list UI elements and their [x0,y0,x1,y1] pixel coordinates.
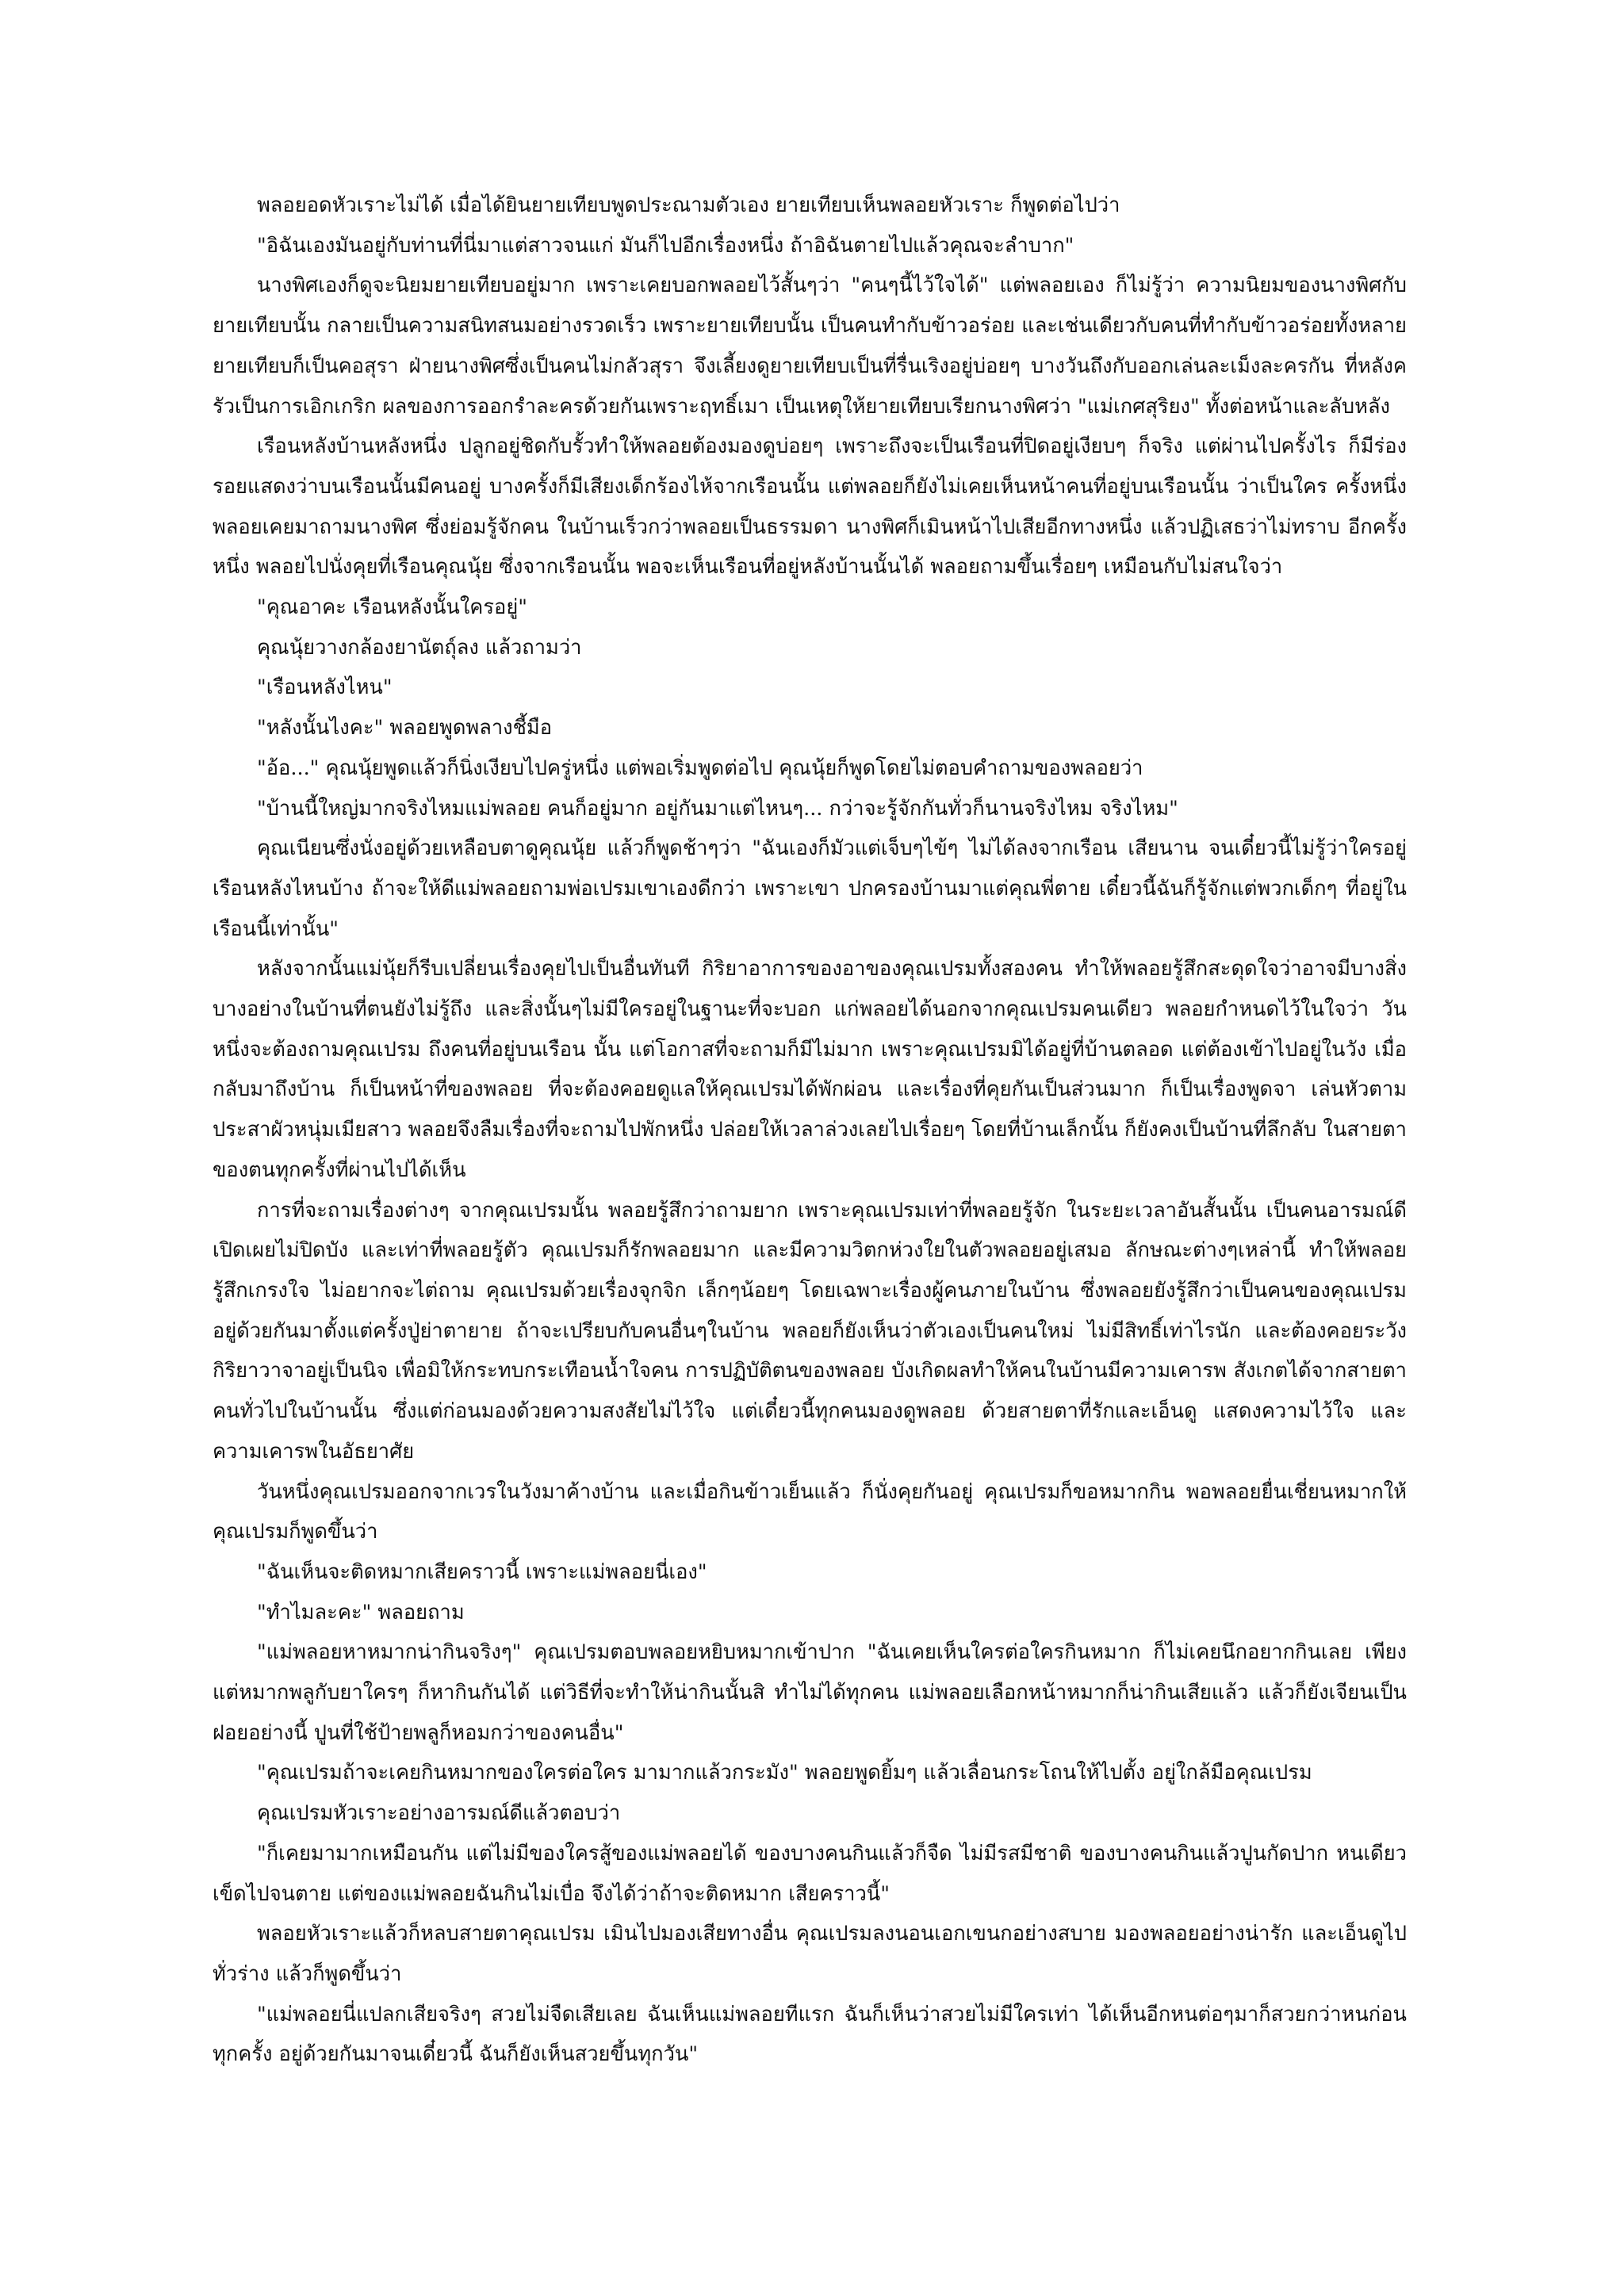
paragraph-2: "อิฉันเองมันอยู่กับท่านที่นี่มาแต่สาวจนแก่ มันก็ไปอีกเรื่องหนึ่ง ถ้าอิฉันตายไปแล้วคุณจะลำบาก" [257,233,1074,258]
paragraph-8: "หลังนั้นไงคะ" พลอยพูดพลางชี้มือ [257,716,553,740]
paragraph-5: "คุณอาคะ เรือนหลังนั้นใครอยู่" [257,595,528,620]
paragraph-18: "คุณเปรมถ้าจะเคยกินหมากของใครต่อใคร มามากแล้วกระมัง" พลอยพูดยิ้มๆ แล้วเลื่อนกระโถนให้ไปตั้ง อยู่ใกล้มือคุณเปรม [257,1761,1312,1785]
paragraph-19: คุณเปรมหัวเราะอย่างอารมณ์ดีแล้วตอบว่า [257,1801,621,1826]
paragraph-14: วันหนึ่งคุณเปรมออกจากเวรในวังมาค้างบ้าน และเมื่อกินข้าวเย็นแล้ว ก็นั่งคุยกันอยู่ คุณเปรมก็ขอหมากกิน พอพลอยยื่นเชี่ยนหมากให้ คุณเปรมก็พูดขึ้นว่า [213,1479,1407,1544]
paragraph-3: นางพิศเองก็ดูจะนิยมยายเทียบอยู่มาก เพราะเคยบอกพลอยไว้สั้นๆว่า "คนๆนี้ไว้ใจได้" แต่พลอยเอง ก็ไม่รู้ว่า ความนิยมของนางพิศกับยายเทียบนั้น กลายเป็นความสนิทสนมอย่างรวดเร็ว เพราะยายเทียบนั้น เป็นคนทำกับข้าวอร่อย และเช่นเดียวกับคนที่ทำกับข้าวอร่อยทั้งหลาย ยายเทียบก็เป็นคอสุรา ฝ่ายนางพิศซึ่งเป็นคนไม่กลัวสุรา จึงเลี้ยงดูยายเทียบเป็นที่รื่นเริงอยู่บ่อยๆ บางวันถึงกับออกเล่นละเม็งละครกัน ที่หลังครัวเป็นการเอิกเกริก ผลของการออกรำละครด้วยกันเพราะฤทธิ์เมา เป็นเหตุให้ยายเทียบเรียกนางพิศว่า "แม่เกศสุริยง" ทั้งต่อหน้าและลับหลัง [213,274,1407,419]
paragraph-9: "อ้อ..." คุณนุ้ยพูดแล้วก็นิ่งเงียบไปครู่หนึ่ง แต่พอเริ่มพูดต่อไป คุณนุ้ยก็พูดโดยไม่ตอบคำถามของพลอยว่า [257,756,1143,780]
paragraph-7: "เรือนหลังไหน" [257,675,393,700]
paragraph-10: "บ้านนี้ใหญ่มากจริงไหมแม่พลอย คนก็อยู่มาก อยู่กันมาแต่ไหนๆ... กว่าจะรู้จักกันทั่วก็นานจริงไหม จริงไหม" [257,796,1178,821]
paragraph-11: คุณเนียนซึ่งนั่งอยู่ด้วยเหลือบตาดูคุณนุ้ย แล้วก็พูดช้าๆว่า "ฉันเองก็มัวแต่เจ็บๆไข้ๆ ไม่ได้ลงจากเรือน เสียนาน จนเดี๋ยวนี้ไม่รู้ว่าใครอยู่เรือนหลังไหนบ้าง ถ้าจะให้ดีแม่พลอยถามพ่อเปรมเขาเองดีกว่า เพราะเขา ปกครองบ้านมาแต่คุณพี่ตาย เดี๋ยวนี้ฉันก็รู้จักแต่พวกเด็กๆ ที่อยู่ในเรือนนี้เท่านั้น" [213,836,1407,941]
paragraph-20: "ก็เคยมามากเหมือนกัน แต่ไม่มีของใครสู้ของแม่พลอยได้ ของบางคนกินแล้วก็จืด ไม่มีรสมีชาติ ของบางคนกินแล้วปูนกัดปาก หนเดียวเข็ดไปจนตาย แต่ของแม่พลอยฉันกินไม่เบื่อ จึงได้ว่าถ้าจะติดหมาก เสียคราวนี้" [213,1841,1407,1906]
paragraph-17: "แม่พลอยหาหมากน่ากินจริงๆ" คุณเปรมตอบพลอยหยิบหมากเข้าปาก "ฉันเคยเห็นใครต่อใครกินหมาก ก็ไม่เคยนึกอยากกินเลย เพียงแต่หมากพลูกับยาใครๆ ก็หากินกันได้ แต่วิธีที่จะทำให้น่ากินนั้นสิ ทำไม่ได้ทุกคน แม่พลอยเลือกหน้าหมากก็น่ากินเสียแล้ว แล้วก็ยังเจียนเป็นฝอยอย่างนี้ ปูนที่ใช้ป้ายพลูก็หอมกว่าของคนอื่น" [213,1640,1407,1745]
paragraph-16: "ทำไมละคะ" พลอยถาม [257,1600,465,1624]
paragraph-4: เรือนหลังบ้านหลังหนึ่ง ปลูกอยู่ชิดกับรั้วทำให้พลอยต้องมองดูบ่อยๆ เพราะถึงจะเป็นเรือนที่ปิดอยู่เงียบๆ ก็จริง แต่ผ่านไปครั้งไร ก็มีร่องรอยแสดงว่าบนเรือนนั้นมีคนอยู่ บางครั้งก็มีเสียงเด็กร้องไห้จากเรือนนั้น แต่พลอยก็ยังไม่เคยเห็นหน้าคนที่อยู่บนเรือนนั้น ว่าเป็นใคร ครั้งหนึ่งพลอยเคยมาถามนางพิศ ซึ่งย่อมรู้จักคน ในบ้านเร็วกว่าพลอยเป็นธรรมดา นางพิศก็เมินหน้าไปเสียอีกทางหนึ่ง แล้วปฏิเสธว่าไม่ทราบ อีกครั้งหนึ่ง พลอยไปนั่งคุยที่เรือนคุณนุ้ย ซึ่งจากเรือนนั้น พอจะเห็นเรือนที่อยู่หลังบ้านนั้นได้ พลอยถามขึ้นเรื่อยๆ เหมือนกับไม่สนใจว่า [213,434,1407,580]
paragraph-13: การที่จะถามเรื่องต่างๆ จากคุณเปรมนั้น พลอยรู้สึกว่าถามยาก เพราะคุณเปรมเท่าที่พลอยรู้จัก ในระยะเวลาอันสั้นนั้น เป็นคนอารมณ์ดี เปิดเผยไม่ปิดบัง และเท่าที่พลอยรู้ตัว คุณเปรมก็รักพลอยมาก และมีความวิตกห่วงใยในตัวพลอยอยู่เสมอ ลักษณะต่างๆเหล่านี้ ทำให้พลอยรู้สึกเกรงใจ ไม่อยากจะไต่ถาม คุณเปรมด้วยเรื่องจุกจิก เล็กๆน้อยๆ โดยเฉพาะเรื่องผู้คนภายในบ้าน ซึ่งพลอยยังรู้สึกว่าเป็นคนของคุณเปรม อยู่ด้วยกันมาตั้งแต่ครั้งปู่ย่าตายาย ถ้าจะเปรียบกับคนอื่นๆในบ้าน พลอยก็ยังเห็นว่าตัวเองเป็นคนใหม่ ไม่มีสิทธิ์เท่าไรนัก และต้องคอยระวังกิริยาวาจาอยู่เป็นนิจ เพื่อมิให้กระทบกระเทือนน้ำใจคน การปฏิบัติตนของพลอย บังเกิดผลทำให้คนในบ้านมีความเคารพ สังเกตได้จากสายตาคนทั่วไปในบ้านนั้น ซึ่งแต่ก่อนมองด้วยความสงสัยไม่ไว้ใจ แต่เดี๋ยวนี้ทุกคนมองดูพลอย ด้วยสายตาที่รักและเอ็นดู แสดงความไว้ใจ และความเคารพในอัธยาศัย [213,1198,1407,1464]
paragraph-21: พลอยหัวเราะแล้วก็หลบสายตาคุณเปรม เมินไปมองเสียทางอื่น คุณเปรมลงนอนเอกเขนกอย่างสบาย มองพลอยอย่างน่ารัก และเอ็นดูไปทั่วร่าง แล้วก็พูดขึ้นว่า [213,1922,1407,1986]
paragraph-1: พลอยอดหัวเราะไม่ได้ เมื่อได้ยินยายเทียบพูดประณามตัวเอง ยายเทียบเห็นพลอยหัวเราะ ก็พูดต่อไปว่า [257,193,1120,217]
paragraph-6: คุณนุ้ยวางกล้องยานัตถุ์ลง แล้วถามว่า [257,635,582,660]
paragraph-22: "แม่พลอยนี่แปลกเสียจริงๆ สวยไม่จืดเสียเลย ฉันเห็นแม่พลอยทีแรก ฉันก็เห็นว่าสวยไม่มีใครเท่า ได้เห็นอีกหนต่อๆมาก็สวยกว่าหนก่อนทุกครั้ง อยู่ด้วยกันมาจนเดี๋ยวนี้ ฉันก็ยังเห็นสวยขึ้นทุกวัน" [213,2002,1407,2067]
paragraph-12: หลังจากนั้นแม่นุ้ยก็รีบเปลี่ยนเรื่องคุยไปเป็นอื่นทันที กิริยาอาการของอาของคุณเปรมทั้งสองคน ทำให้พลอยรู้สึกสะดุดใจว่าอาจมีบางสิ่งบางอย่างในบ้านที่ตนยังไม่รู้ถึง และสิ่งนั้นๆไม่มีใครอยู่ในฐานะที่จะบอก แก่พลอยได้นอกจากคุณเปรมคนเดียว พลอยกำหนดไว้ในใจว่า วันหนึ่งจะต้องถามคุณเปรม ถึงคนที่อยู่บนเรือน นั้น แต่โอกาสที่จะถามก็มีไม่มาก เพราะคุณเปรมมิได้อยู่ที่บ้านตลอด แต่ต้องเข้าไปอยู่ในวัง เมื่อกลับมาถึงบ้าน ก็เป็นหน้าที่ของพลอย ที่จะต้องคอยดูแลให้คุณเปรมได้พักผ่อน และเรื่องที่คุยกันเป็นส่วนมาก ก็เป็นเรื่องพูดจา เล่นหัวตามประสาผัวหนุ่มเมียสาว พลอยจึงลืมเรื่องที่จะถามไปพักหนึ่ง ปล่อยให้เวลาล่วงเลยไปเรื่อยๆ โดยที่บ้านเล็กนั้น ก็ยังคงเป็นบ้านที่ลึกลับ ในสายตาของตนทุกครั้งที่ผ่านไปได้เห็น [213,957,1407,1182]
body-text [213,186,1407,2075]
paragraph-15: "ฉันเห็นจะติดหมากเสียคราวนี้ เพราะแม่พลอยนี่เอง" [257,1559,707,1584]
